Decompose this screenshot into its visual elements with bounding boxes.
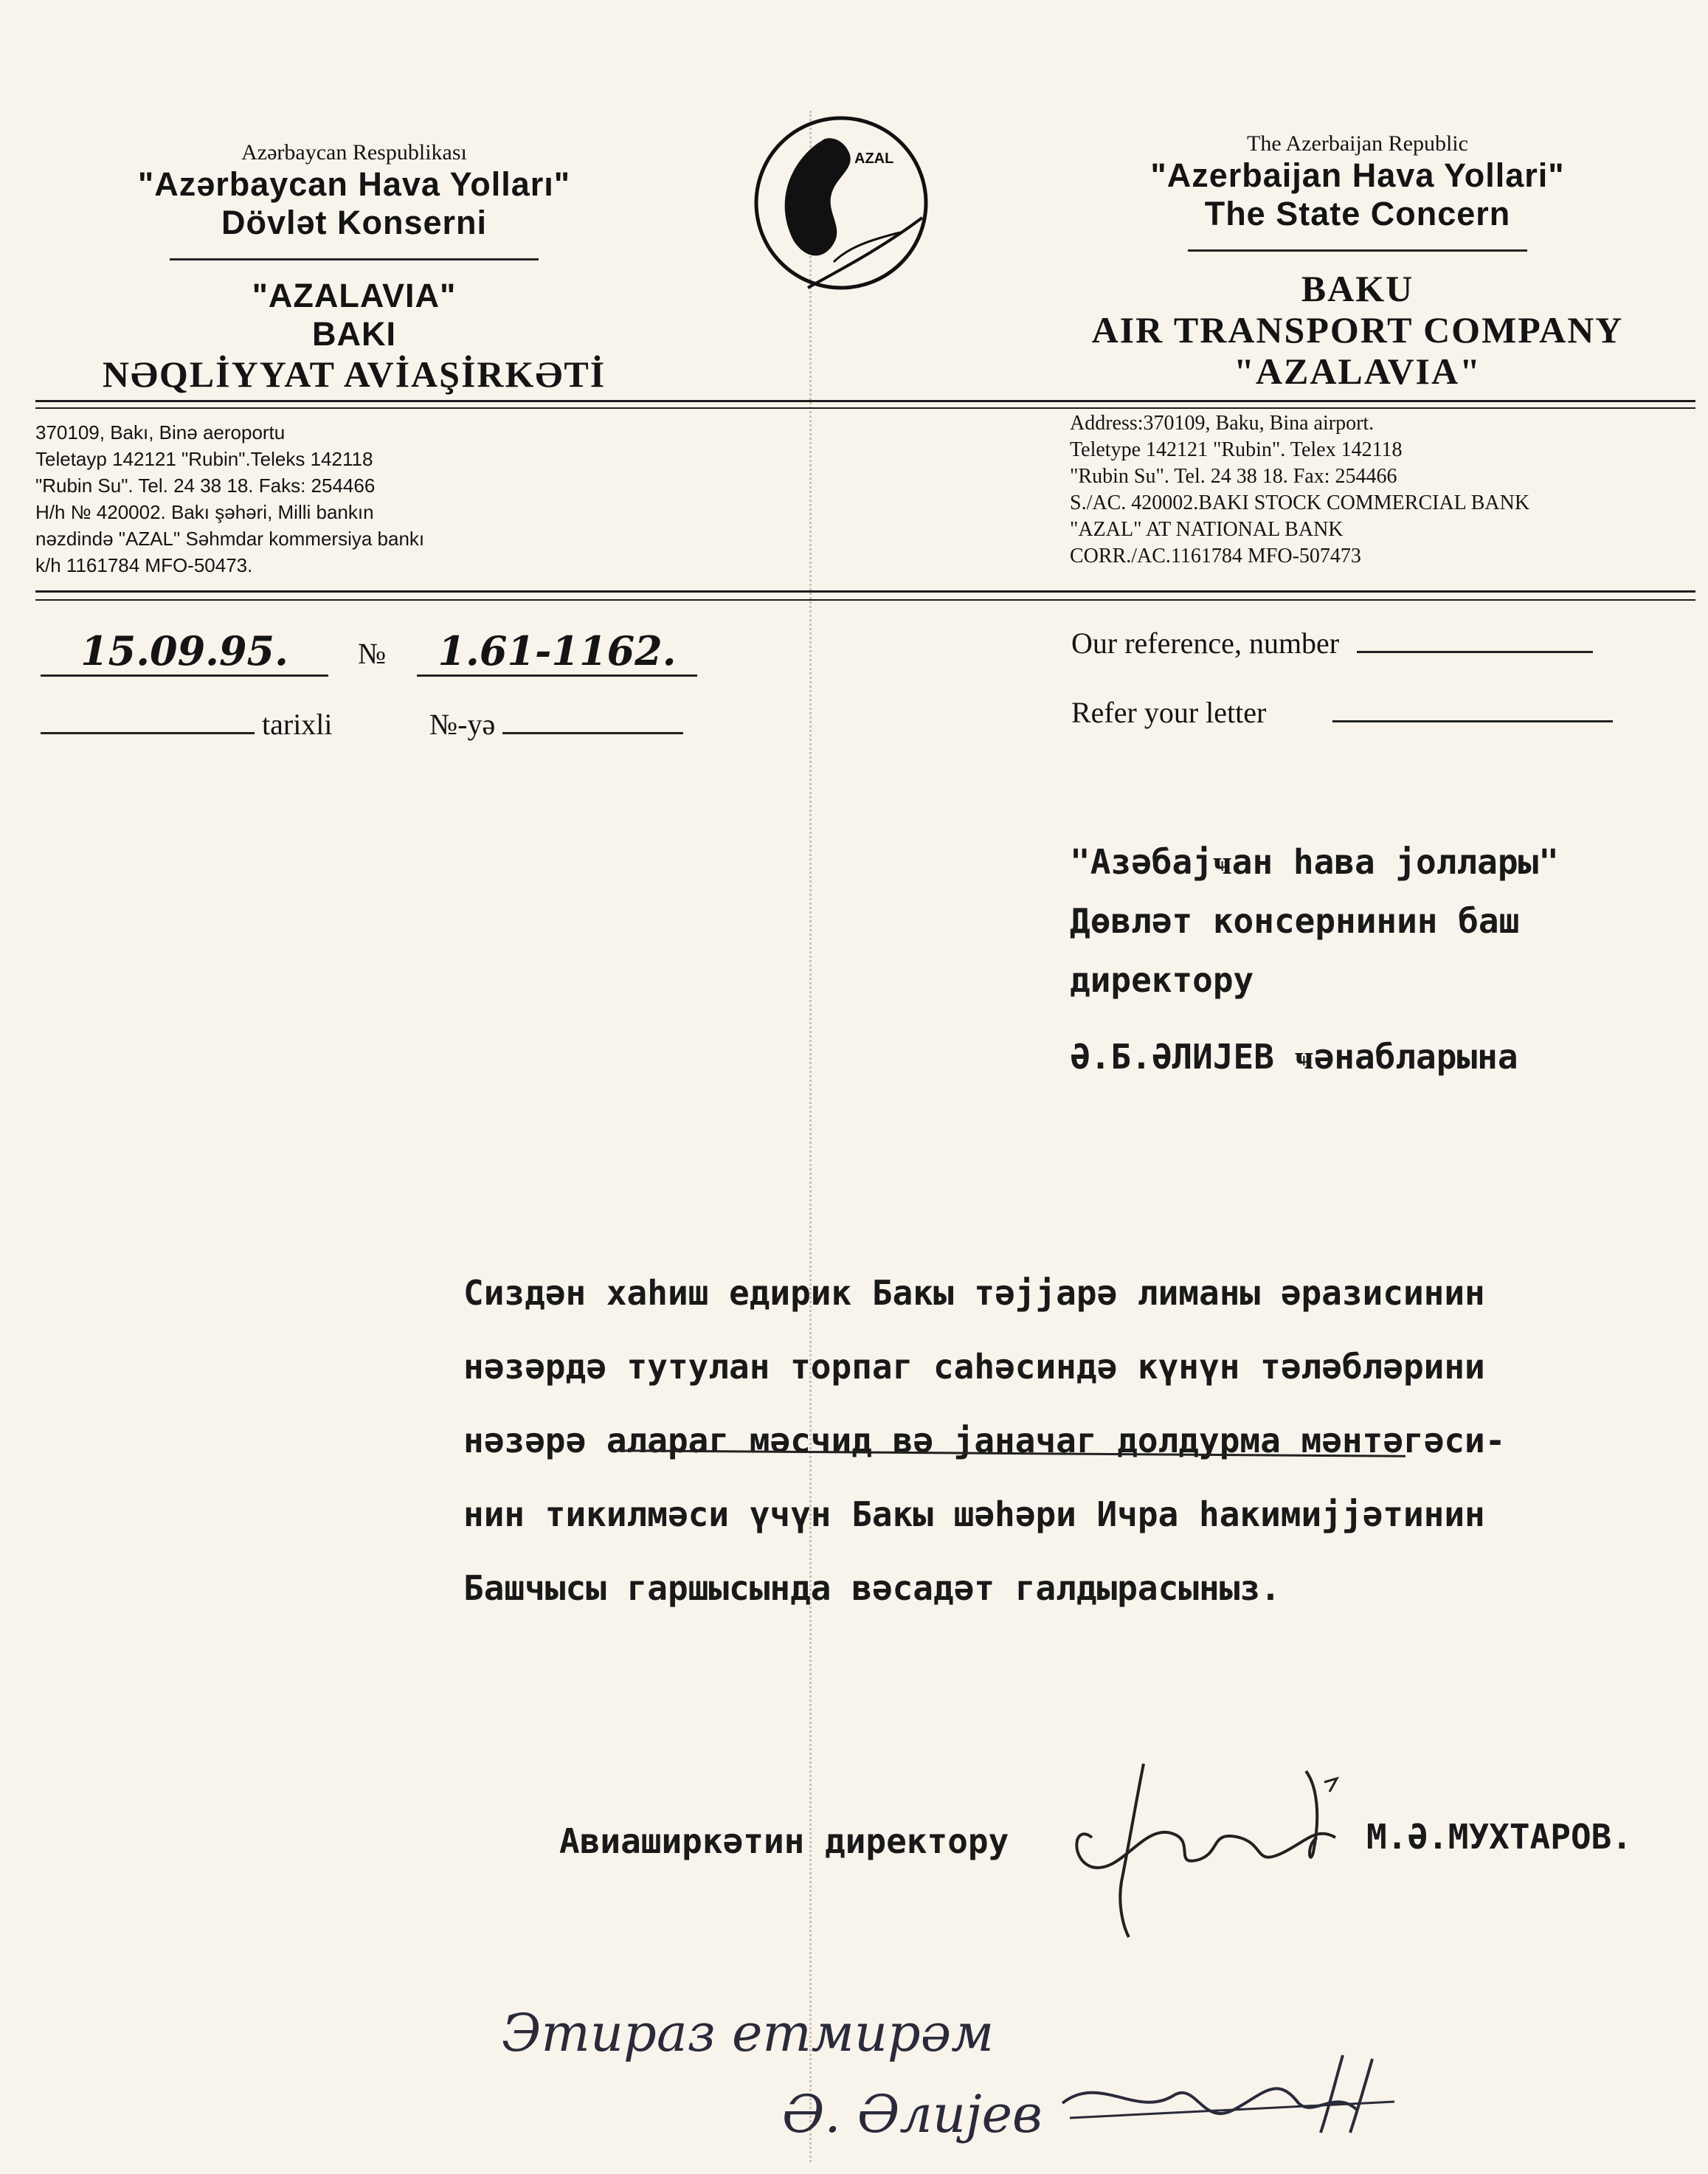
body-line: Сиздән хаһиш едирик Бакы тәјјарә лиманы әразисинин — [463, 1273, 1485, 1313]
resolution-line: Ә. Әлијев — [782, 2084, 1043, 2144]
addressee-line: "Азәбајҹан һава јоллары" — [1070, 842, 1559, 882]
resolution-signature-mark — [1055, 2044, 1409, 2140]
tarixli-row — [41, 704, 333, 742]
number-field — [417, 627, 697, 677]
number-sign: № — [358, 637, 387, 670]
header-rule-top-thin — [35, 407, 1695, 409]
refer-letter-label: Refer your letter — [1071, 696, 1267, 729]
address-left-line: nəzdində "AZAL" Səhmdar kommersiya bankı — [35, 528, 425, 550]
header-right-city: BAKU — [1301, 268, 1414, 309]
body-line: Башчысы гаршысында вәсадәт галдырасыныз. — [463, 1568, 1281, 1608]
address-left-line: "Rubin Su". Tel. 24 38 18. Faks: 254466 — [35, 475, 376, 497]
handwritten-signature — [1062, 1756, 1372, 1948]
letter-body — [463, 1256, 1505, 1625]
header-right-type: AIR TRANSPORT COMPANY — [1091, 309, 1624, 351]
header-right-company: "Azerbaijan Hava Yollari" — [1150, 156, 1565, 194]
refer-letter-blank — [1332, 698, 1613, 722]
no-ye-row — [429, 704, 683, 742]
header-left-republic: Azərbaycan Respublikası — [241, 140, 467, 165]
body-line: нәзәрә алараг мәсчид вә јаначаг долдурма мәнтәгәси- — [463, 1421, 1506, 1460]
header-left-concern: Dövlət Konserni — [221, 204, 488, 241]
letterhead-right — [1033, 131, 1682, 392]
address-right-line: CORR./AC.1161784 MFO-507473 — [1070, 545, 1361, 567]
header-right-republic: The Azerbaijan Republic — [1247, 131, 1468, 156]
no-ye-label: №-yə — [429, 708, 496, 741]
address-right-line: Address:370109, Baku, Bina airport. — [1070, 412, 1375, 435]
header-left-type: NƏQLİYYAT AVİAŞİRKƏTİ — [102, 353, 606, 395]
header-left-city: BAKI — [312, 315, 396, 353]
addressee-line: директору — [1070, 960, 1254, 1000]
resolution-signature — [1055, 2044, 1409, 2144]
azal-logo — [753, 114, 930, 291]
date-value: 15.09.95. — [80, 627, 288, 674]
tarixli-label: tarixli — [262, 708, 333, 741]
director-signature — [1062, 1756, 1372, 1952]
no-ye-blank — [502, 704, 683, 734]
address-right-line: S./AC. 420002.BAKI STOCK COMMERCIAL BANK — [1070, 491, 1530, 514]
header-right-divider — [1188, 249, 1527, 252]
addressee-name: Ә.Б.ӘЛИЈЕВ ҹәнабларына — [1070, 1037, 1518, 1077]
tarixli-blank — [41, 704, 255, 734]
logo-text: AZAL — [854, 151, 894, 167]
resolution-line: Этираз етмирәм — [502, 2003, 995, 2063]
signature-title: Авиаширкәтин директору — [559, 1821, 1009, 1861]
signature-name: М.Ә.МУХТАРОВ. — [1366, 1817, 1633, 1857]
address-rule — [35, 590, 1695, 593]
body-line: нин тикилмәси үчүн Бакы шәһәри Ичра һакимијјәтинин — [463, 1494, 1485, 1534]
our-reference-blank — [1357, 629, 1593, 653]
header-left-company: "Azərbaycan Hava Yolları" — [137, 165, 571, 203]
addressee-line: Дөвләт консернинин баш — [1070, 901, 1520, 941]
letterhead-left — [44, 140, 664, 395]
address-left — [35, 419, 424, 579]
header-left-brand: "AZALAVIA" — [252, 277, 457, 314]
address-rule-thin — [35, 599, 1695, 601]
address-right — [1070, 410, 1529, 570]
addressee-block — [1070, 832, 1559, 1010]
header-right-brand: "AZALAVIA" — [1234, 351, 1481, 392]
body-line: нәзәрдә тутулан торпаг саһәсиндә күнүн тәләбләрини — [463, 1347, 1485, 1387]
address-left-line: 370109, Bakı, Binə aeroportu — [35, 421, 286, 444]
handwritten-resolution — [502, 1992, 1043, 2155]
number-value: 1.61-1162. — [438, 627, 677, 674]
our-reference-label: Our reference, number — [1071, 627, 1340, 660]
address-right-line: "AZAL" AT NATIONAL BANK — [1070, 518, 1344, 541]
address-right-line: "Rubin Su". Tel. 24 38 18. Fax: 254466 — [1070, 465, 1397, 488]
date-field — [41, 627, 328, 677]
refer-letter-row — [1071, 695, 1613, 730]
address-right-line: Teletype 142121 "Rubin". Telex 142118 — [1070, 438, 1403, 461]
header-rule-top — [35, 400, 1695, 402]
address-left-line: k/h 1161784 MFO-50473. — [35, 554, 253, 576]
azal-bird-icon — [753, 114, 930, 291]
address-left-line: H/h № 420002. Bakı şəhəri, Milli bankın — [35, 501, 374, 523]
header-right-concern: The State Concern — [1204, 195, 1511, 232]
our-reference-row — [1071, 626, 1593, 660]
address-left-line: Teletayp 142121 "Rubin".Teleks 142118 — [35, 448, 373, 470]
header-left-divider — [170, 258, 539, 260]
